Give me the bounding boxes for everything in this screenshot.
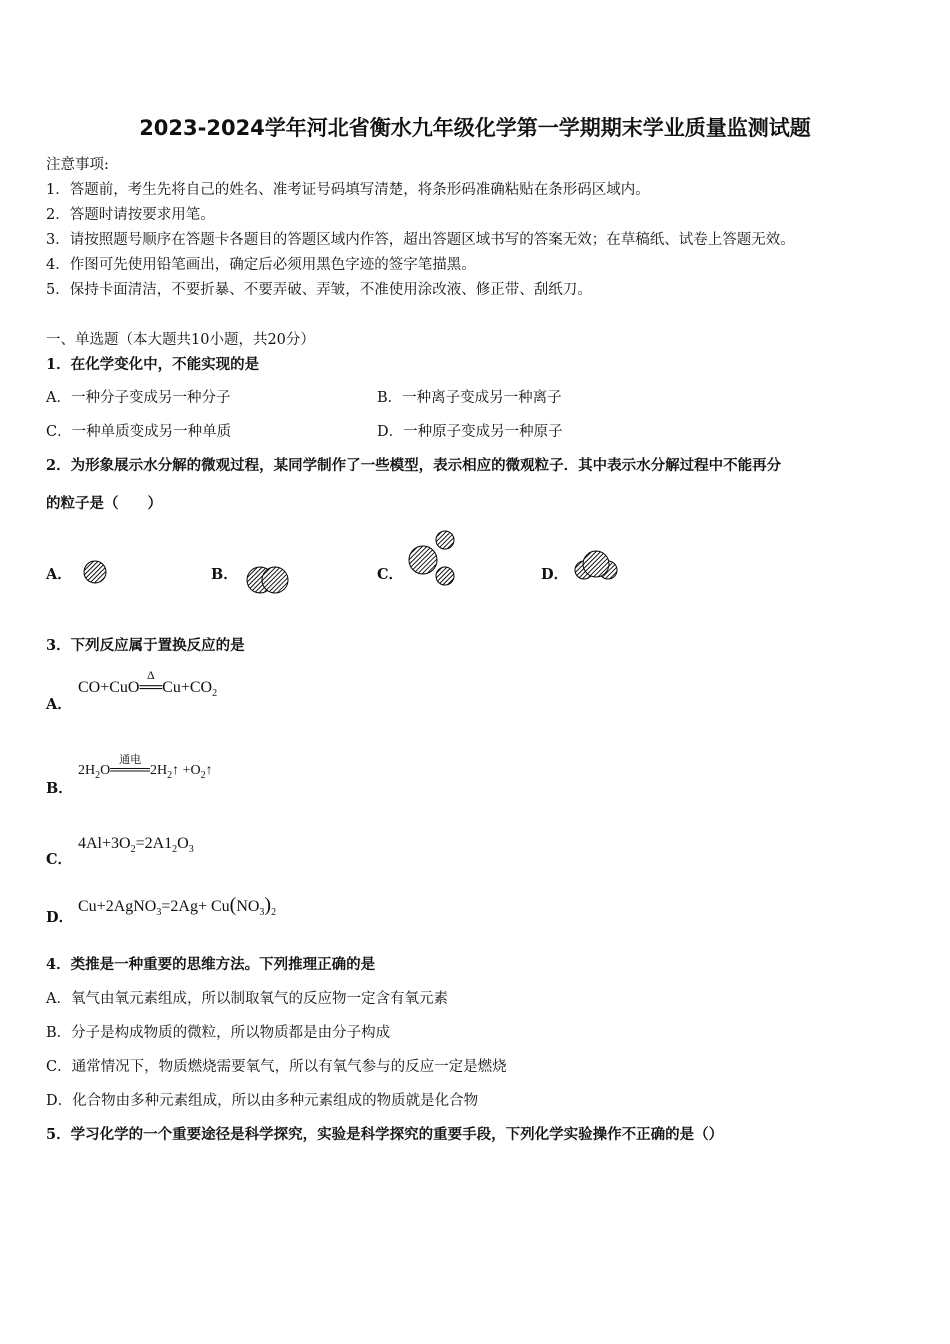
subscript: 2: [271, 907, 277, 918]
question-3-label-b: B．: [46, 780, 73, 797]
question-5-stem: 5．学习化学的一个重要途径是科学探究，实验是科学探究的重要手段，下列化学实验操作不正确的是（）: [46, 1126, 724, 1143]
notice-item-4: 4．作图可先使用铅笔画出，确定后必须用黑色字迹的签字笔描黑。: [46, 257, 476, 273]
molecule-model-d: [572, 548, 622, 584]
subscript: 2: [167, 770, 173, 781]
subscript: 2: [95, 770, 101, 781]
question-4-option-a: A．氧气由氧元素组成，所以制取氧气的反应物一定含有氧元素: [46, 991, 448, 1007]
question-2-stem-line2: 的粒子是（ ）: [46, 495, 162, 512]
equation-c-part: =2A1: [135, 835, 173, 852]
question-2-stem-line1: 2．为形象展示水分解的微观过程，某同学制作了一些模型，表示相应的微观粒子．其中表示水分解过程中不能再分: [46, 457, 782, 474]
subscript: 3: [188, 844, 194, 855]
notice-item-2: 2．答题时请按要求用笔。: [46, 207, 215, 223]
equation-b-part: 2H: [149, 763, 168, 778]
equation-d-part: =2Ag+ Cu: [161, 898, 230, 915]
question-2-label-b: B．: [211, 566, 238, 583]
notice-item-5: 5．保持卡面清洁，不要折暴、不要弄破、弄皱，不准使用涂改液、修正带、刮纸刀。: [46, 282, 592, 298]
subscript: 2: [130, 844, 136, 855]
subscript: 2: [212, 688, 218, 699]
molecule-model-c: [404, 528, 464, 590]
right-paren: ): [264, 894, 272, 916]
question-1-option-c: C．一种单质变成另一种单质: [46, 424, 232, 440]
question-2-label-c: C．: [377, 566, 404, 583]
question-1-option-d: D．一种原子变成另一种原子: [377, 424, 563, 440]
equation-b-part: 2H: [78, 763, 96, 778]
equation-c-part: O: [177, 835, 189, 852]
question-3-stem: 3．下列反应属于置换反应的是: [46, 637, 245, 654]
equation-a-products: Cu+CO: [162, 679, 213, 696]
equation-b-arrow: 通电 ════: [110, 763, 150, 779]
electrolysis-label: 通电: [119, 754, 142, 766]
equation-c-part: 4Al+3O: [78, 835, 131, 852]
subscript: 3: [259, 907, 265, 918]
question-2-label-a: A．: [46, 566, 72, 583]
section-heading: 一、单选题（本大题共10小题，共20分）: [46, 332, 315, 348]
page-title: 2023-2024学年河北省衡水九年级化学第一学期期末学业质量监测试题: [139, 116, 811, 140]
subscript: 2: [200, 770, 206, 781]
question-1-stem: 1．在化学变化中，不能实现的是: [46, 356, 260, 373]
equation-d: [78, 894, 276, 918]
notice-item-1: 1．答题前，考生先将自己的姓名、准考证号码填写清楚，将条形码准确粘贴在条形码区域内。: [46, 182, 650, 198]
question-1-option-b: B．一种离子变成另一种离子: [377, 390, 562, 406]
heat-symbol: Δ: [146, 668, 155, 682]
notice-heading: 注意事项:: [46, 157, 109, 173]
question-2-label-d: D．: [541, 566, 569, 583]
atom-model-a: [78, 558, 112, 586]
question-4-option-b: B．分子是构成物质的微粒，所以物质都是由分子构成: [46, 1025, 391, 1041]
equation-a-arrow: Δ ══: [139, 668, 163, 696]
question-1-option-a: A．一种分子变成另一种分子: [46, 390, 231, 406]
molecule-model-b: [242, 564, 294, 596]
question-4-stem: 4．类推是一种重要的思维方法。下列推理正确的是: [46, 956, 376, 973]
question-4-option-c: C．通常情况下，物质燃烧需要氧气，所以有氧气参与的反应一定是燃烧: [46, 1059, 507, 1075]
equation-b: [78, 754, 213, 781]
subscript: 2: [172, 844, 178, 855]
equation-b-part: O: [100, 763, 111, 778]
equation-d-part: NO: [236, 898, 260, 915]
question-3-label-c: C．: [46, 851, 73, 868]
question-4-option-d: D．化合物由多种元素组成，所以由多种元素组成的物质就是化合物: [46, 1093, 479, 1109]
equation-b-part: ↑ +O: [172, 763, 201, 778]
equation-d-part: Cu+2AgNO: [78, 898, 157, 915]
notice-item-3: 3．请按照题号顺序在答题卡各题目的答题区域内作答，超出答题区域书写的答案无效；在草稿纸、试卷上答题无效。: [46, 232, 795, 248]
equation-b-part: ↑: [205, 763, 213, 778]
equation-a-reactants: CO+CuO: [78, 679, 140, 696]
subscript: 3: [156, 907, 162, 918]
question-3-label-d: D．: [46, 909, 74, 926]
equation-a: [78, 668, 218, 699]
question-3-label-a: A．: [46, 696, 72, 713]
equation-c: [78, 835, 194, 855]
left-paren: (: [229, 894, 237, 916]
